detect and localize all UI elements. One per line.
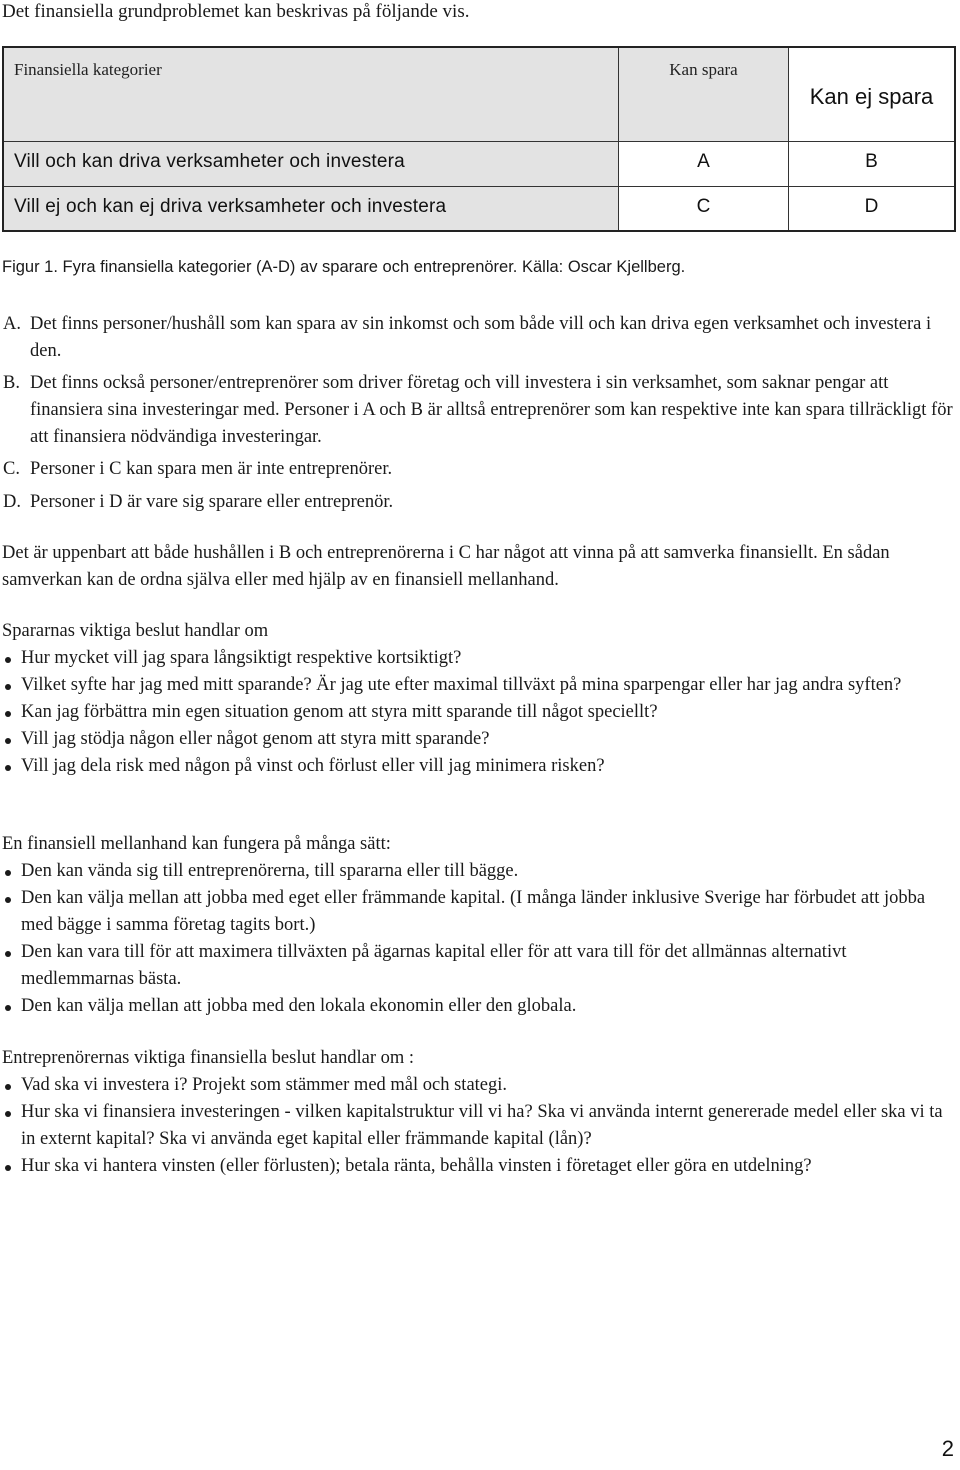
category-item-d: [3, 489, 953, 516]
entrepreneurs-list: [2, 1072, 957, 1180]
list-item: Den kan vara till för att maximera tillväxten på ägarnas kapital eller för att vara till för det allmännas alternativt medlemmarnas bästa.: [2, 939, 957, 993]
category-label-c: C.: [3, 459, 20, 479]
list-item: Hur ska vi finansiera investeringen - vilken kapitalstruktur vill vi ha? Ska vi använda internt genererade medel eller ska vi ta in externt kapital? Ska vi använda eget kapital eller främmande kapital (lån)?: [2, 1099, 957, 1153]
collaboration-paragraph: Det är uppenbart att både hushållen i B och entreprenörerna i C har något att vinna på att samverka finansiellt. En sådan samverkan kan de ordna själva eller med hjälp av en finansiell mellanhand.: [2, 543, 890, 590]
list-item: Hur ska vi hantera vinsten (eller förlusten); betala ränta, behålla vinsten i företaget eller göra en utdelning?: [2, 1153, 957, 1180]
intro-text: Det finansiella grundproblemet kan beskrivas på följande vis.: [2, 1, 470, 22]
intermediary-heading: En finansiell mellanhand kan fungera på många sätt:: [2, 834, 391, 854]
row-2-cannot-save: D: [864, 196, 879, 217]
list-item: Hur mycket vill jag spara långsiktigt respektive kortsiktigt?: [2, 645, 957, 672]
row-2-label-cell: [4, 187, 619, 230]
savers-section: [2, 618, 957, 780]
intermediary-section: [2, 831, 957, 1020]
row-1-can-save: A: [697, 151, 710, 172]
row-1-cannot-save-cell: [789, 142, 954, 187]
header-cannot-save-cell: [789, 48, 954, 142]
category-label-d: D.: [3, 492, 21, 512]
page-number: 2: [941, 1436, 954, 1461]
entrepreneurs-heading: Entreprenörernas viktiga finansiella beslut handlar om :: [2, 1048, 415, 1068]
categories-table: [2, 46, 956, 232]
row-1-can-save-cell: [619, 142, 789, 187]
header-cannot-save: Kan ej spara: [809, 84, 934, 109]
list-item: Den kan vända sig till entreprenörerna, till spararna eller till bägge.: [2, 858, 957, 885]
category-item-c: [3, 456, 953, 483]
row-2-label: Vill ej och kan ej driva verksamheter och investera: [14, 196, 447, 217]
header-can-save: Kan spara: [669, 60, 738, 79]
row-1-label: Vill och kan driva verksamheter och investera: [14, 151, 405, 172]
row-2-cannot-save-cell: [789, 187, 954, 230]
header-category-cell: [4, 48, 619, 142]
list-item: Vill jag dela risk med någon på vinst och förlust eller vill jag minimera risken?: [2, 753, 957, 780]
row-2-can-save: C: [696, 196, 711, 217]
category-label-b: B.: [3, 373, 20, 393]
header-category: Finansiella kategorier: [14, 60, 162, 79]
list-item: Vill jag stödja någon eller något genom att styra mitt sparande?: [2, 726, 957, 753]
category-item-b: [3, 370, 953, 451]
category-text-a: Det finns personer/hushåll som kan spara av sin inkomst och som både vill och kan driva egen verksamhet och investera i den.: [30, 314, 932, 361]
list-item: Vilket syfte har jag med mitt sparande? Är jag ute efter maximal tillväxt på mina sparpengar eller har jag andra syften?: [2, 672, 957, 699]
intermediary-list: [2, 858, 957, 1020]
category-text-d: Personer i D är vare sig sparare eller entreprenör.: [30, 492, 394, 512]
category-text-b: Det finns också personer/entreprenörer som driver företag och vill investera i sin verksamhet, som saknar pengar att finansiera sina investeringar med. Personer i A och B är alltså entreprenörer som kan respektive inte kan spara tillräckligt för att finansiera nödvändiga investeringar.: [30, 373, 953, 447]
list-item: Vad ska vi investera i? Projekt som stämmer med mål och stategi.: [2, 1072, 957, 1099]
list-item: Den kan välja mellan att jobba med den lokala ekonomin eller den globala.: [2, 993, 957, 1020]
row-2-can-save-cell: [619, 187, 789, 230]
list-item: Den kan välja mellan att jobba med eget eller främmande kapital. (I många länder inklusive Sverige har förbudet att jobba med bägge i samma företag tagits bort.): [2, 885, 957, 939]
savers-heading: Spararnas viktiga beslut handlar om: [2, 621, 269, 641]
category-text-c: Personer i C kan spara men är inte entreprenörer.: [30, 459, 393, 479]
row-1-label-cell: [4, 142, 619, 187]
entrepreneurs-section: [2, 1045, 957, 1180]
category-label-a: A.: [3, 314, 21, 334]
row-1-cannot-save: B: [865, 151, 878, 172]
header-can-save-cell: [619, 48, 789, 142]
figure-caption: Figur 1. Fyra finansiella kategorier (A-D) av sparare och entreprenörer. Källa: Oscar Kjellberg.: [2, 258, 686, 276]
savers-list: [2, 645, 957, 780]
category-item-a: [3, 311, 953, 365]
list-item: Kan jag förbättra min egen situation genom att styra mitt sparande till något speciellt?: [2, 699, 957, 726]
